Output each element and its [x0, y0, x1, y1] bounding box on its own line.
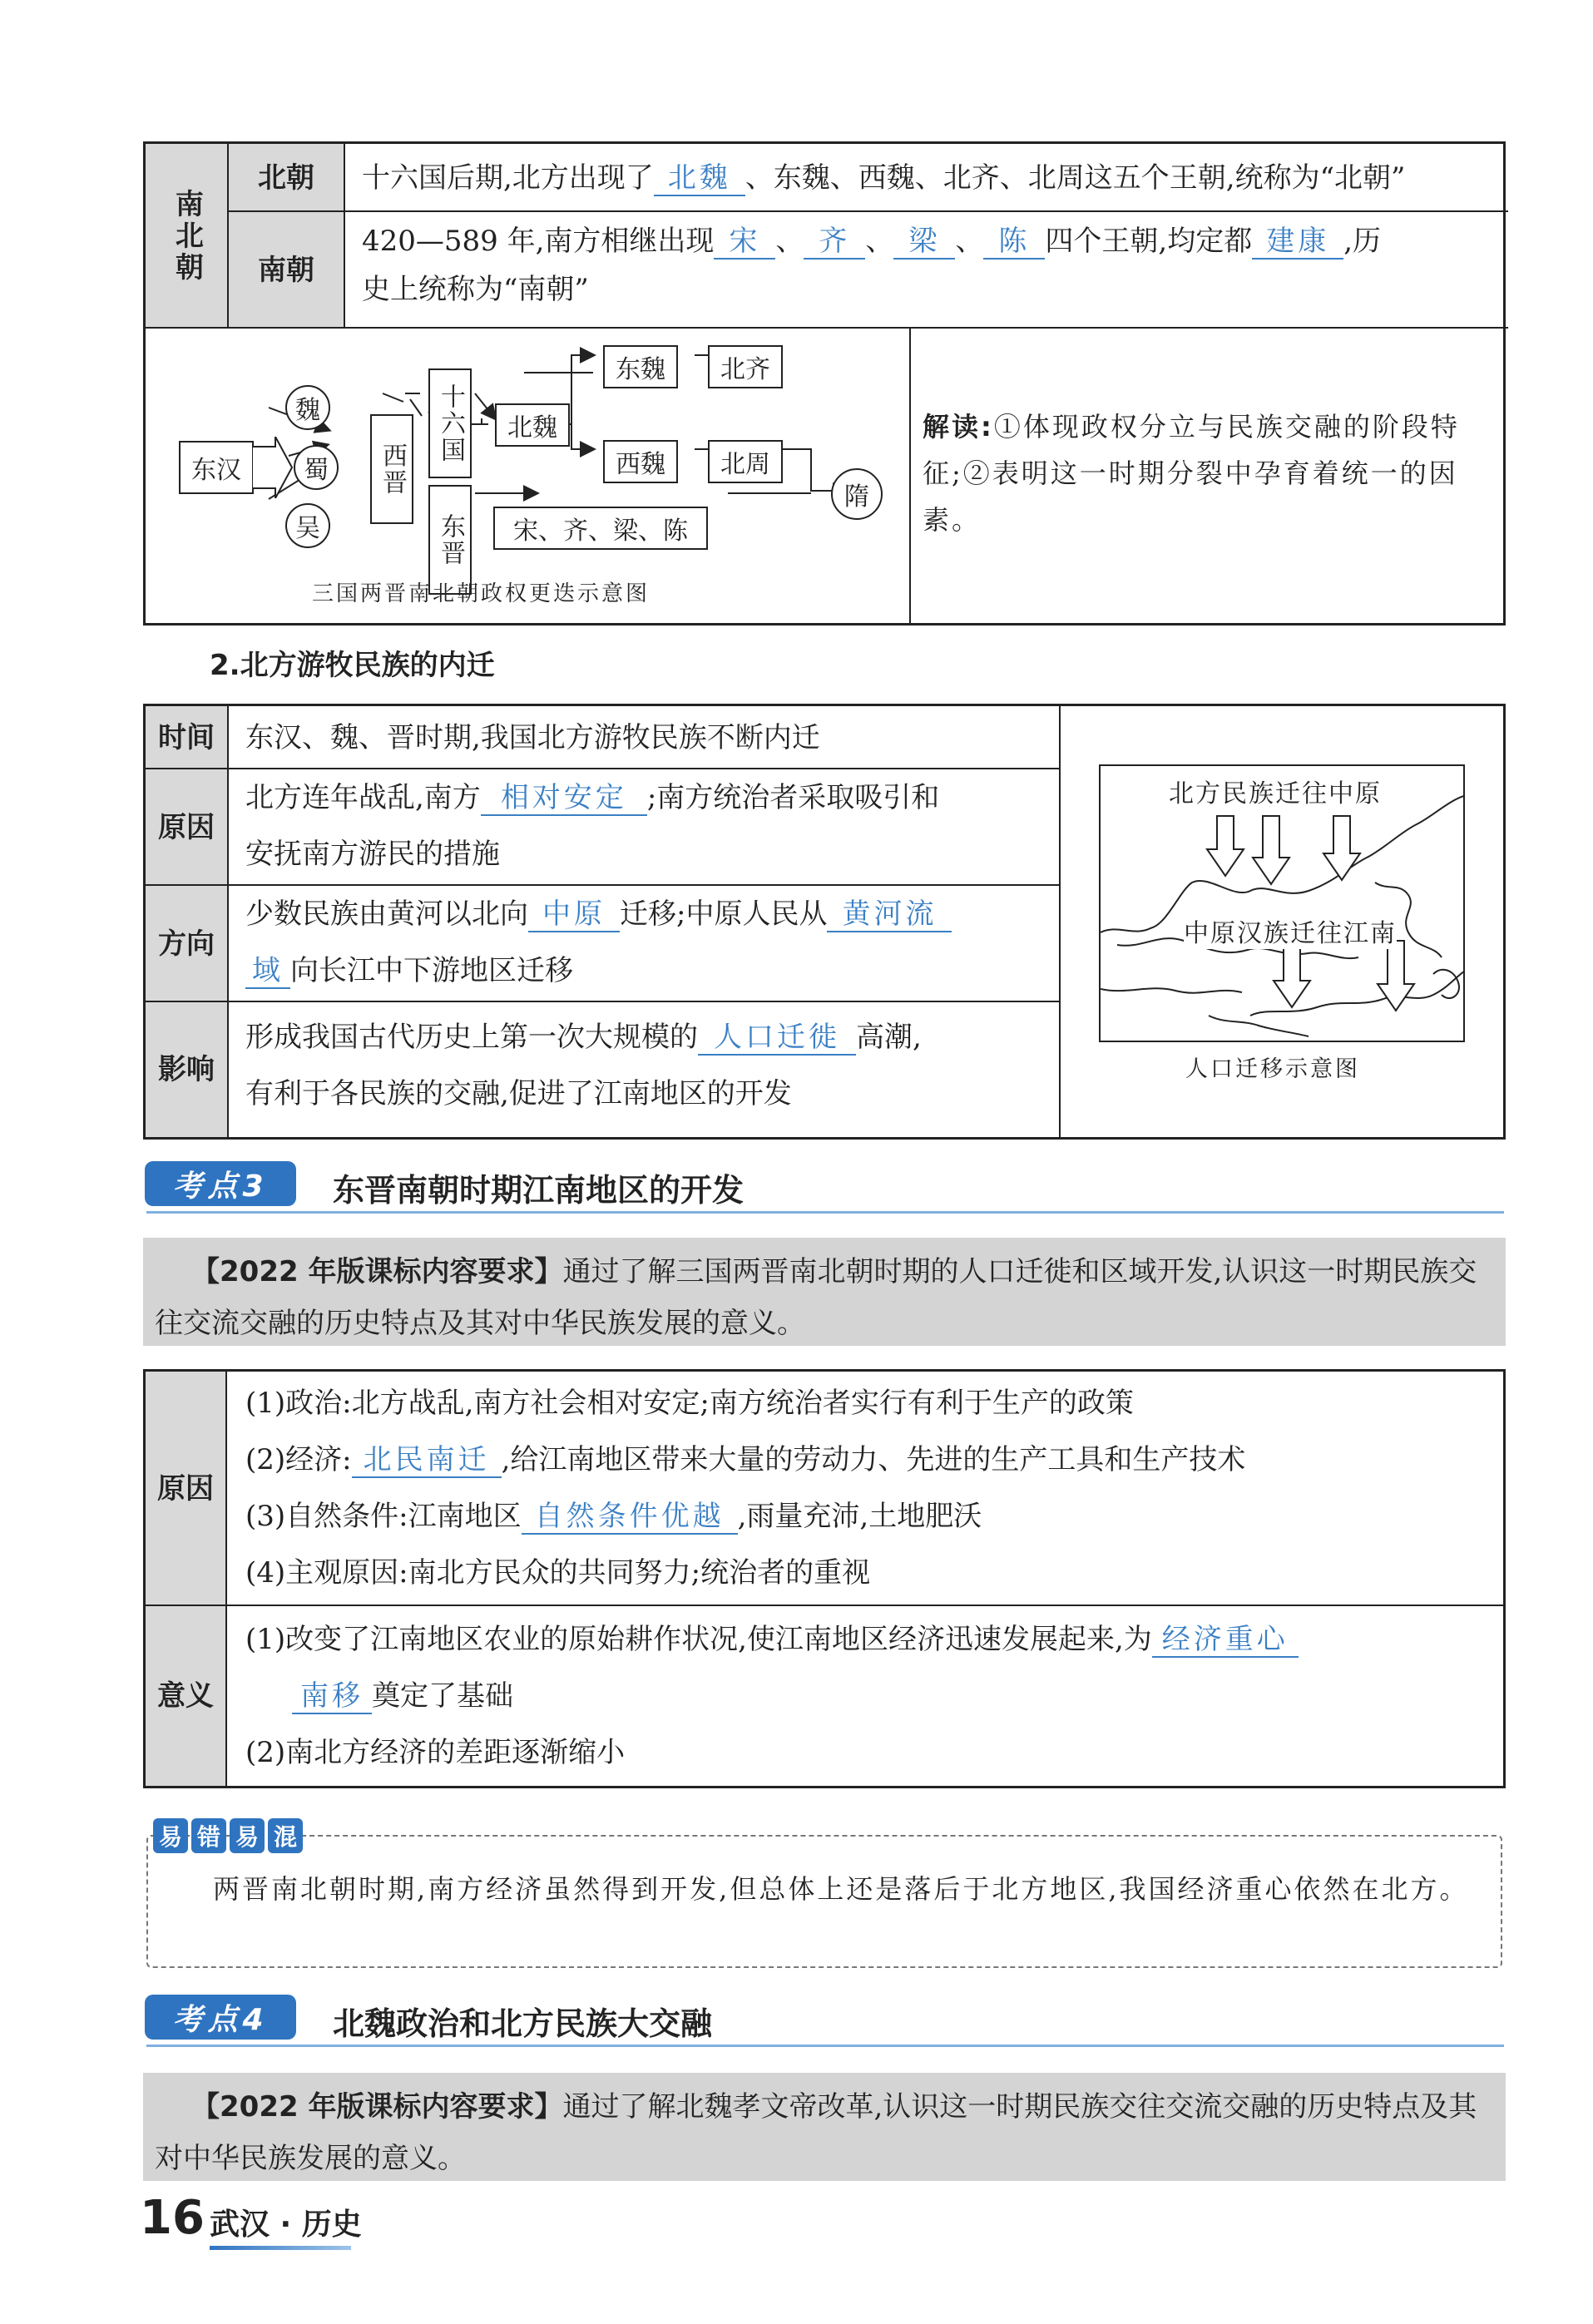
blank-beiwei: 北魏: [654, 162, 745, 196]
node-wu: 吴: [285, 503, 330, 548]
tag-yi1: 易: [153, 1818, 188, 1853]
blank-jiankang: 建康: [1252, 225, 1343, 260]
jiangnan-table: [143, 1369, 1506, 1788]
tag-hun: 混: [268, 1818, 303, 1853]
page-number: 16: [140, 2191, 205, 2245]
mig-header-reason: 原因: [146, 769, 229, 886]
footer-text: 武汉 · 历史: [210, 2208, 362, 2242]
north-label: 北朝: [258, 161, 314, 195]
mig-header-impact: 影响: [146, 1002, 229, 1137]
mig-time-text: 东汉、魏、晋时期,我国北方游牧民族不断内迁: [245, 721, 820, 754]
donghan-big-arrow: [252, 437, 294, 498]
blank-song: 宋: [714, 225, 775, 260]
node-dongwei: 东魏: [603, 345, 678, 388]
south-label: 南朝: [258, 253, 314, 287]
footer-underline: [210, 2246, 351, 2250]
blank-liuyu: 域: [245, 955, 290, 989]
mig-impact-text: 形成我国古代历史上第一次大规模的 人口迁徙 高潮, 有利于各民族的交融,促进了江南地区的开发: [245, 1021, 922, 1110]
blank-xiangdui: 相对安定: [481, 782, 647, 816]
blank-chen: 陈: [983, 225, 1045, 260]
mig-reason-text: 北方连年战乱,南方 相对安定 ;南方统治者采取吸引和 安抚南方游民的措施: [245, 781, 940, 871]
migration-table: [143, 704, 1506, 1140]
nanbeichao-table: [143, 141, 1506, 626]
group-label: 南北朝: [170, 189, 204, 284]
mig-direction-text: 少数民族由黄河以北向 中原 迁移;中原人民从 黄河流 域 向长江中下游地区迁移: [229, 886, 1052, 999]
south-header: [229, 212, 345, 329]
node-beiqi: 北齐: [708, 345, 783, 388]
node-shu: 蜀: [294, 445, 339, 490]
kaodian3-tag: 考点3: [145, 1161, 296, 1206]
node-beizhou: 北周: [708, 440, 783, 483]
blank-huanghe: 黄河流: [827, 898, 952, 932]
easy-mistake-text: 两晋南北朝时期,南方经济虽然得到开发,但总体上还是落后于北方地区,我国经济重心依然在北方。: [213, 1873, 1469, 1905]
node-donghan: 东汉: [179, 441, 254, 494]
interpretation: 解读:①体现政权分立与民族交融的阶段特征;②表明这一时期分裂中孕育着统一的因素。: [923, 411, 1460, 536]
node-sui: 隋: [831, 468, 883, 520]
jn-header-meaning: 意义: [146, 1606, 227, 1786]
blank-nanyi: 南移: [292, 1680, 372, 1714]
section2-title: 2.北方游牧民族的内迁: [210, 649, 495, 682]
blank-renkou: 人口迁徙: [698, 1021, 856, 1056]
node-dongjin: 东晋: [428, 485, 472, 595]
nanbeichao-group-header: [146, 144, 229, 329]
blank-liang: 梁: [893, 225, 955, 260]
migration-map: [1099, 764, 1465, 1042]
map-caption: 人口迁移示意图: [1185, 1056, 1360, 1082]
node-xiwei: 西魏: [603, 440, 678, 483]
north-header: [229, 144, 345, 212]
south-text: 420—589 年,南方相继出现 宋 、 齐 、 梁 、 陈 四个王朝,均定都 建康 ,历 史上统称为“南朝”: [362, 225, 1382, 306]
map-top-label: 北方民族迁往中原: [1169, 773, 1382, 809]
jn-meaning-text: (1)改变了江南地区农业的原始耕作状况,使江南地区经济迅速发展起来,为 经济重心 南移 奠定了基础 (2)南北方经济的差距逐渐缩小: [229, 1611, 1493, 1781]
diagram-divider: [909, 327, 911, 623]
map-mid-label: 中原汉族迁往江南: [1184, 912, 1397, 949]
blank-zhongxin: 经济重心: [1152, 1624, 1299, 1658]
kaodian3-requirement: 【2022 年版课标内容要求】通过了解三国两晋南北朝时期的人口迁徙和区域开发,认识这一时期民族交往交流交融的历史特点及其对中华民族发展的意义。: [143, 1238, 1506, 1346]
node-songqi: 宋、齐、梁、陈: [493, 507, 708, 550]
tag-cuo: 错: [191, 1818, 226, 1853]
blank-beimin: 北民南迁: [352, 1444, 502, 1478]
node-wei: 魏: [285, 385, 330, 430]
kaodian4-title: 北魏政治和北方民族大交融: [333, 2005, 713, 2042]
node-shiliuguo: 十六国: [428, 368, 472, 478]
jn-header-reason: 原因: [146, 1372, 227, 1606]
tag-yi2: 易: [230, 1818, 265, 1853]
mig-header-time: 时间: [146, 706, 229, 769]
node-beiwei: 北魏: [495, 403, 570, 447]
kaodian3-title: 东晋南朝时期江南地区的开发: [333, 1172, 745, 1209]
blank-ziran: 自然条件优越: [522, 1501, 738, 1535]
kaodian4-tag: 考点4: [145, 1995, 296, 2040]
north-text: 十六国后期,北方出现了 北魏 、东魏、西魏、北齐、北周这五个王朝,统称为“北朝”: [345, 150, 1501, 206]
blank-qi: 齐: [804, 225, 865, 260]
mig-header-direction: 方向: [146, 886, 229, 1002]
jn-reason-text: (1)政治:北方战乱,南方社会相对安定;南方统治者实行有利于生产的政策 (2)经济: 北民南迁 ,给江南地区带来大量的劳动力、先进的生产工具和生产技术 (3)自然条件:江南地区 自然条件优越 ,雨量充沛,土地肥沃 (4)主观原因:南北方民众的共同努力;统治者的重视: [245, 1387, 1246, 1590]
blank-zhongyuan: 中原: [528, 898, 620, 932]
kaodian4-requirement: 【2022 年版课标内容要求】通过了解北魏孝文帝改革,认识这一时期民族交往交流交融的历史特点及其对中华民族发展的意义。: [143, 2073, 1506, 2181]
diagram-caption: 三国两晋南北朝政权更迭示意图: [312, 581, 651, 606]
node-xijin: 西晋: [370, 414, 413, 524]
easy-mistake-tags: [153, 1818, 303, 1853]
